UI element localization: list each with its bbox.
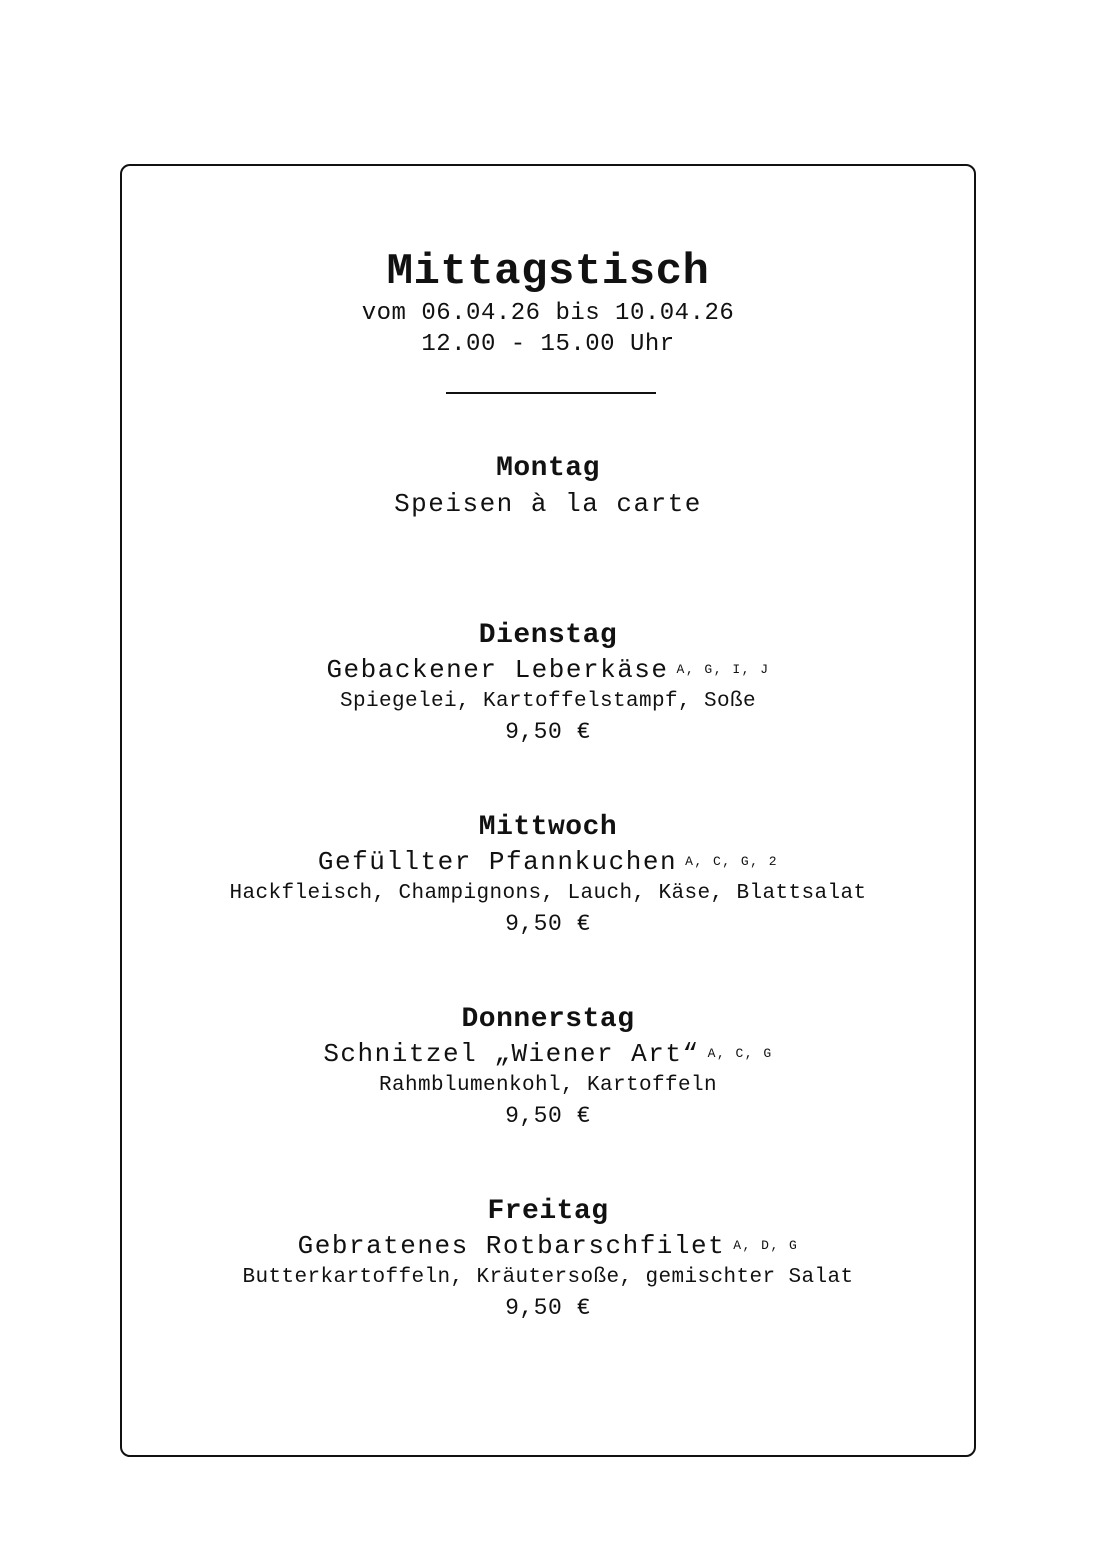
dish-name: Gebratenes Rotbarschfilet xyxy=(297,1231,726,1261)
day-section-dienstag xyxy=(122,619,974,747)
dish-price: 9,50 € xyxy=(505,719,591,746)
dish-sides: Hackfleisch, Champignons, Lauch, Käse, Blattsalat xyxy=(229,882,867,906)
allergen-codes: A, C, G, 2 xyxy=(685,854,779,870)
dish-line xyxy=(122,1229,974,1263)
dish-name: Gefüllter Pfannkuchen xyxy=(317,847,678,877)
allergen-codes: A, C, G xyxy=(707,1046,773,1062)
day-section-freitag xyxy=(122,1195,974,1323)
day-section-mittwoch xyxy=(122,811,974,939)
menu-card xyxy=(120,164,976,1457)
serving-hours: 12.00 - 15.00 Uhr xyxy=(421,331,675,358)
day-name: Montag xyxy=(496,453,600,484)
day-section-montag xyxy=(122,452,974,522)
day-note: Speisen à la carte xyxy=(394,489,702,519)
dish-sides: Butterkartoffeln, Kräutersoße, gemischter Salat xyxy=(242,1266,854,1290)
title-divider xyxy=(446,392,656,394)
day-name: Freitag xyxy=(487,1196,609,1227)
dish-line xyxy=(122,1037,974,1071)
allergen-codes: A, G, I, J xyxy=(676,662,770,678)
day-name: Donnerstag xyxy=(461,1004,635,1035)
allergen-codes: A, D, G xyxy=(733,1238,799,1254)
day-name: Dienstag xyxy=(478,620,618,651)
dish-price: 9,50 € xyxy=(505,1295,591,1322)
dish-price: 9,50 € xyxy=(505,911,591,938)
day-section-donnerstag xyxy=(122,1003,974,1131)
dish-sides: Rahmblumenkohl, Kartoffeln xyxy=(378,1074,718,1098)
dish-line xyxy=(122,653,974,687)
day-name: Mittwoch xyxy=(478,812,618,843)
dish-name: Schnitzel „Wiener Art“ xyxy=(323,1039,700,1069)
date-range: vom 06.04.26 bis 10.04.26 xyxy=(361,300,735,327)
dish-line xyxy=(122,845,974,879)
menu-title: Mittagstisch xyxy=(386,247,710,297)
dish-sides: Spiegelei, Kartoffelstampf, Soße xyxy=(339,690,757,714)
dish-price: 9,50 € xyxy=(505,1103,591,1130)
dish-name: Gebackener Leberkäse xyxy=(326,655,669,685)
